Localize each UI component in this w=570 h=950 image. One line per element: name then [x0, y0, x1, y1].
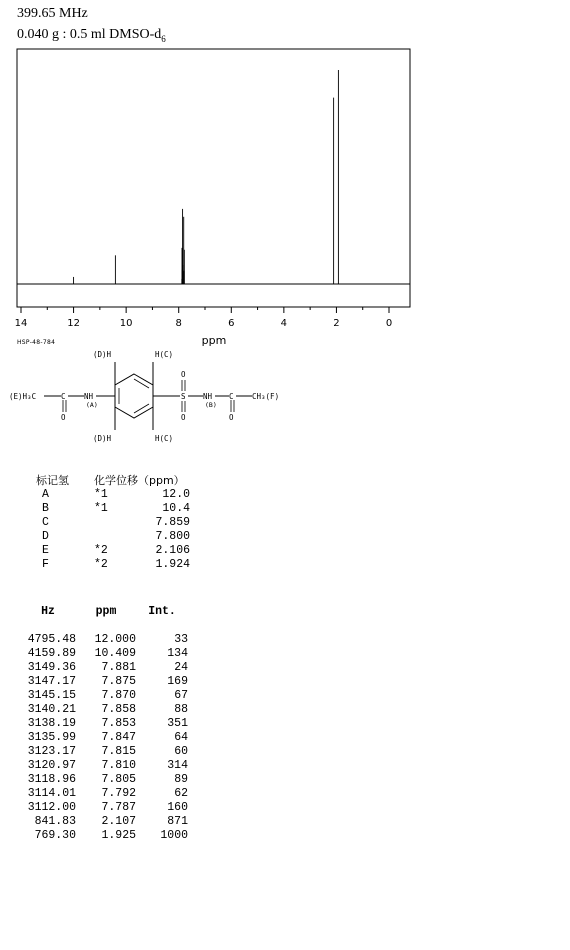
peak-row [20, 633, 188, 647]
peak-row [20, 661, 188, 675]
assignment-shift: 12.0 [162, 488, 190, 501]
peak-header-int: Int. [148, 605, 176, 618]
assignment-row [36, 530, 190, 544]
assignment-shift: 2.106 [155, 544, 190, 557]
aromatic-double-bond [134, 404, 149, 413]
sample-conditions-main: 0.040 g : 0.5 ml DMSO-d [17, 27, 162, 42]
amide-nh-b: NH [203, 392, 213, 401]
x-tick-label: 0 [385, 318, 393, 329]
carbonyl-oxygen-right: O [229, 413, 234, 422]
amide-nh-a-label: (A) [86, 401, 98, 409]
assignment-table [36, 474, 190, 572]
sulfur-atom: S [181, 392, 186, 401]
peak-ppm: 7.787 [101, 801, 136, 814]
peak-row [20, 759, 188, 773]
assignment-note [94, 516, 134, 530]
assignment-label: D [42, 530, 49, 543]
methyl-f-group: CH₃(F) [252, 392, 280, 401]
methyl-e-group: (E)H₃C [9, 392, 37, 401]
amide-nh-a: NH [84, 392, 94, 401]
assignment-row [36, 544, 190, 558]
benzene-ring [115, 374, 153, 418]
peak-ppm: 7.858 [101, 703, 136, 716]
peak-hz: 3118.96 [27, 773, 76, 786]
peak-header-ppm: ppm [95, 605, 117, 618]
atom-label-d-top: (D)H [93, 350, 112, 359]
peak-row [20, 815, 188, 829]
peak-row [20, 689, 188, 703]
atom-label-d-bottom: (D)H [93, 434, 112, 443]
peak-ppm: 7.881 [101, 661, 136, 674]
assignment-shift: 1.924 [155, 558, 190, 571]
peak-int: 89 [174, 773, 188, 786]
assignment-row [36, 516, 190, 530]
peak-int: 160 [167, 801, 188, 814]
assignment-header-label: 标记氢 [36, 474, 69, 487]
plot-frame [17, 49, 410, 307]
sample-conditions-subscript: 6 [161, 33, 166, 44]
assignment-label: A [42, 488, 49, 501]
amide-nh-b-label: (B) [205, 401, 217, 409]
assignment-note: *2 [94, 544, 108, 557]
assignment-label: C [42, 516, 49, 529]
x-tick-label: 4 [280, 318, 288, 329]
assignment-note: *1 [94, 502, 108, 515]
peak-row [20, 787, 188, 801]
carbonyl-carbon-right: C [229, 392, 234, 401]
peak-ppm: 7.847 [101, 731, 136, 744]
peak-row [20, 829, 188, 843]
x-axis-label: ppm [201, 334, 227, 347]
assignment-shift: 7.859 [155, 516, 190, 529]
peak-hz: 3149.36 [27, 661, 76, 674]
peak-hz: 3140.21 [27, 703, 76, 716]
peak-row [20, 801, 188, 815]
x-tick-label: 8 [175, 318, 182, 329]
assignment-label: F [42, 558, 49, 571]
peak-int: 1000 [160, 829, 188, 842]
peak-ppm: 7.805 [101, 773, 136, 786]
peak-int: 871 [167, 815, 188, 828]
peak-hz: 841.83 [34, 815, 76, 828]
atom-label-c-top: H(C) [155, 350, 174, 359]
peak-hz: 3138.19 [27, 717, 76, 730]
carbonyl-oxygen-left: O [61, 413, 66, 422]
x-axis-ticks [15, 307, 393, 329]
molecule-structure [0, 340, 300, 450]
carbonyl-carbon-left: C [61, 392, 66, 401]
peak-ppm: 7.810 [101, 759, 136, 772]
peak-table [20, 605, 188, 843]
peak-ppm: 12.000 [94, 633, 136, 646]
peak-row [20, 717, 188, 731]
sample-id: HSP-48-784 [17, 339, 56, 346]
sulfonyl-oxygen-top: O [181, 370, 186, 379]
peak-int: 24 [174, 661, 188, 674]
peak-lines [74, 70, 339, 284]
x-tick-label: 6 [228, 318, 235, 329]
peak-int: 134 [167, 647, 188, 660]
peak-int: 88 [174, 703, 188, 716]
peak-ppm: 7.792 [101, 787, 136, 800]
peak-ppm: 2.107 [101, 815, 136, 828]
peak-hz: 4159.89 [27, 647, 76, 660]
x-tick-label: 14 [14, 318, 28, 329]
peak-ppm: 7.815 [101, 745, 136, 758]
peak-hz: 3135.99 [27, 731, 76, 744]
peak-hz: 3114.01 [27, 787, 76, 800]
assignment-header-row [36, 474, 190, 488]
peak-ppm: 7.870 [101, 689, 136, 702]
peak-row [20, 773, 188, 787]
assignment-row [36, 558, 190, 572]
peak-ppm: 7.875 [101, 675, 136, 688]
assignment-note [94, 530, 134, 544]
assignment-row [36, 488, 190, 502]
peak-int: 33 [174, 633, 188, 646]
peak-hz: 3120.97 [27, 759, 76, 772]
peak-row [20, 703, 188, 717]
assignment-label: E [42, 544, 49, 557]
peak-int: 169 [167, 675, 188, 688]
x-tick-label: 10 [119, 318, 133, 329]
peak-hz: 769.30 [34, 829, 76, 842]
peak-header-row [20, 605, 188, 619]
peak-row [20, 745, 188, 759]
peak-row [20, 647, 188, 661]
assignment-row [36, 502, 190, 516]
assignment-shift: 10.4 [162, 502, 190, 515]
x-tick-label: 2 [333, 318, 340, 329]
peak-hz: 3112.00 [27, 801, 76, 814]
assignment-header-shift: 化学位移（ppm） [94, 474, 185, 487]
peak-int: 314 [167, 759, 188, 772]
peak-ppm: 7.853 [101, 717, 136, 730]
peak-int: 67 [174, 689, 188, 702]
peak-hz: 4795.48 [27, 633, 76, 646]
sulfonyl-oxygen-bottom: O [181, 413, 186, 422]
peak-int: 60 [174, 745, 188, 758]
peak-int: 64 [174, 731, 188, 744]
assignment-label: B [42, 502, 49, 515]
peak-row [20, 675, 188, 689]
assignment-shift: 7.800 [155, 530, 190, 543]
spectrometer-frequency: 399.65 MHz [17, 6, 88, 21]
peak-hz: 3145.15 [27, 689, 76, 702]
x-tick-label: 12 [67, 318, 80, 329]
atom-label-c-bottom: H(C) [155, 434, 174, 443]
peak-row [20, 731, 188, 745]
peak-ppm: 1.925 [101, 829, 136, 842]
peak-hz: 3123.17 [27, 745, 76, 758]
peak-header-hz: Hz [41, 605, 55, 618]
assignment-note: *1 [94, 488, 108, 501]
peak-ppm: 10.409 [94, 647, 136, 660]
assignment-note: *2 [94, 558, 108, 571]
aromatic-double-bond [134, 379, 149, 388]
peak-int: 351 [167, 717, 188, 730]
peak-hz: 3147.17 [27, 675, 76, 688]
peak-int: 62 [174, 787, 188, 800]
